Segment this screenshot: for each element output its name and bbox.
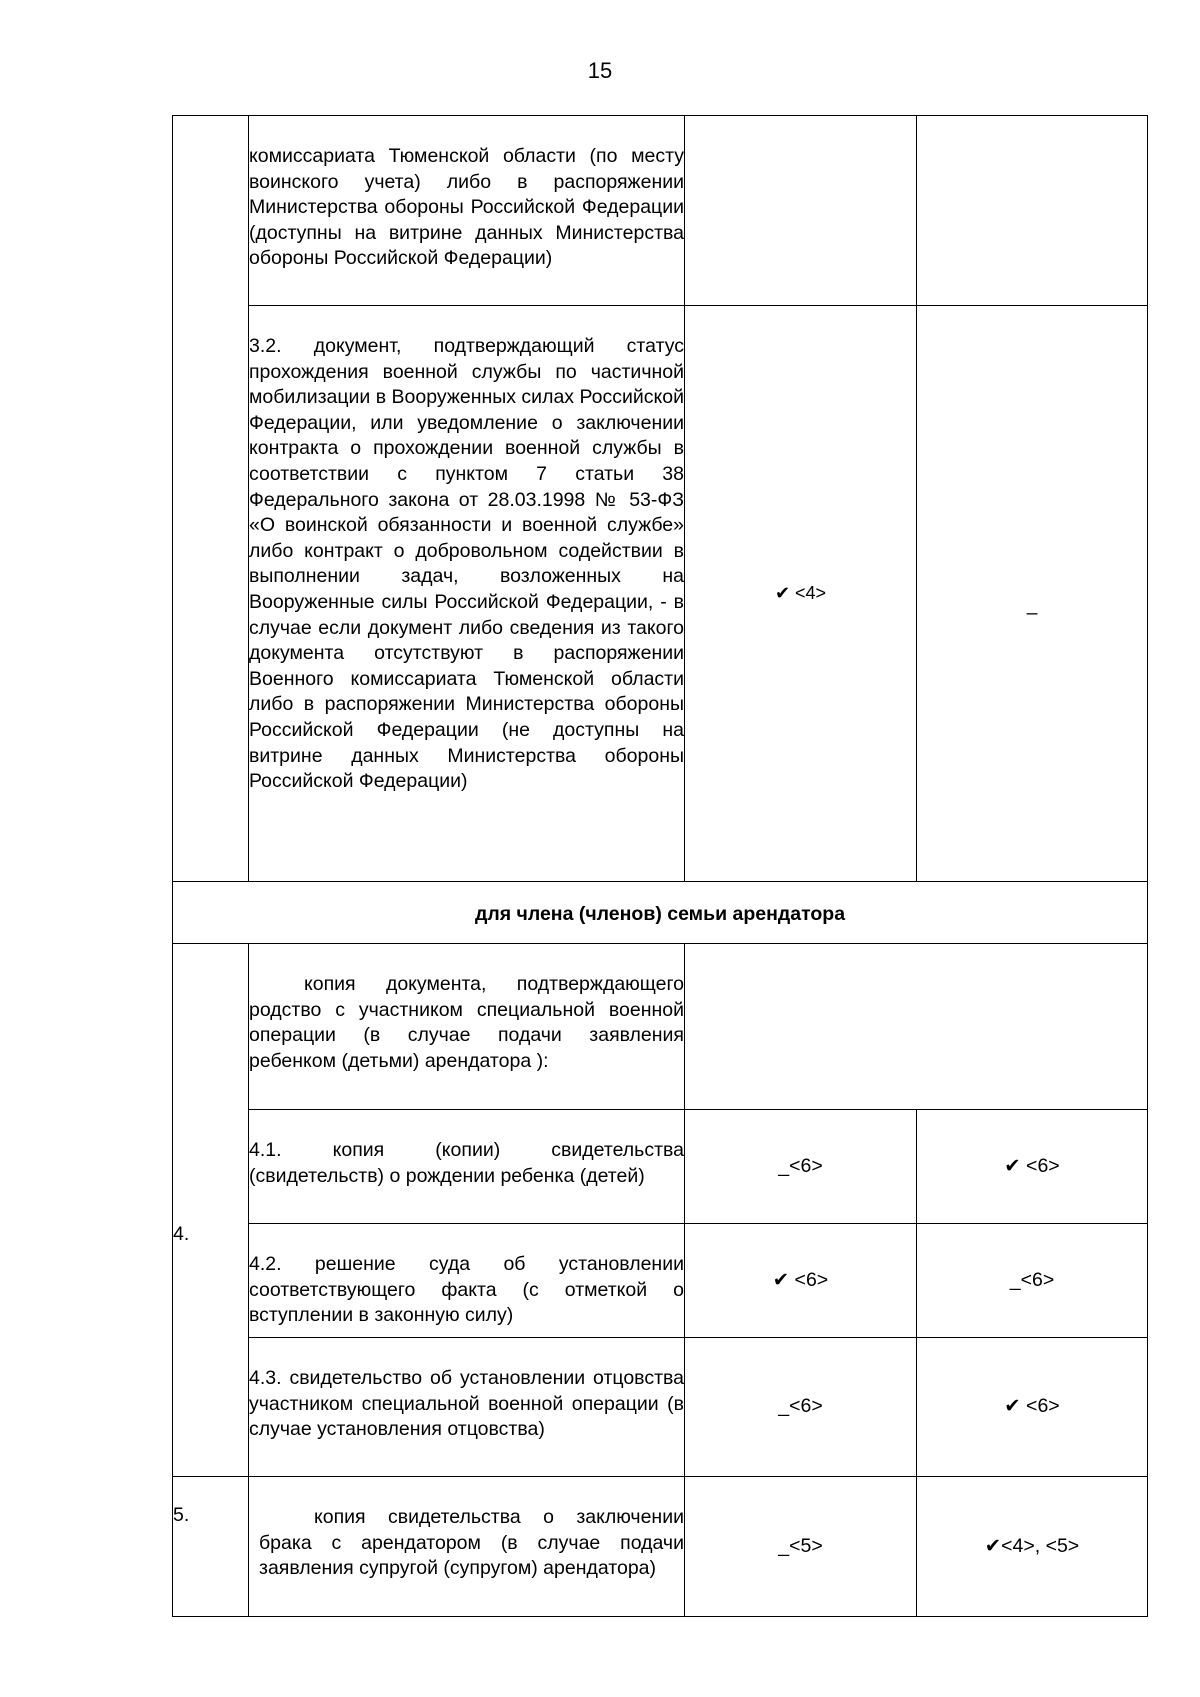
document-description: копия свидетельства о заключении брака с арендатором (в случае подачи заявления супругой (супругом) арендатора)	[249, 1477, 685, 1617]
page-number: 15	[587, 58, 613, 83]
col3-mark: ✔ <4>	[685, 306, 917, 882]
col3-mark: _<5>	[685, 1477, 917, 1617]
row-number-cell	[173, 116, 249, 882]
document-description: 3.2. документ, подтверждающий статус прохождения военной службы по частичной мобилизации в Вооруженных силах Российской Федерации, или уведомление о заключении контракта о прохождении военной службы в соответствии с пунктом 7 статьи 38 Федерального закона от 28.03.1998 № 53-ФЗ «О воинской обязанности и военной службе» либо контракт о добровольном содействии в выполнении задач, возложенных на Вооруженные силы Российской Федерации, - в случае если документ либо сведения из такого документа отсутствуют в распоряжении Военного комиссариата Тюменской области либо в распоряжении Министерства обороны Российской Федерации (не доступны на витрине данных Министерства обороны Российской Федерации)	[249, 306, 685, 882]
col4-mark: _<6>	[917, 1224, 1148, 1338]
table-row	[173, 306, 1148, 882]
table-row	[173, 116, 1148, 306]
row-number: 5.	[173, 1477, 249, 1617]
document-description: комиссариата Тюменской области (по месту воинского учета) либо в распоряжении Министерства обороны Российской Федерации (доступны на витрине данных Министерства обороны Российской Федерации)	[249, 116, 685, 306]
col4-mark: ✔<4>, <5>	[917, 1477, 1148, 1617]
col3-cell	[685, 116, 917, 306]
col4-mark: ✔ <6>	[917, 1338, 1148, 1477]
table-row	[173, 944, 1148, 1110]
col3-mark: ✔ <6>	[685, 1224, 917, 1338]
document-description: 4.2. решение суда об установлении соответствующего факта (с отметкой о вступлении в законную силу)	[249, 1224, 685, 1338]
col4-cell	[917, 116, 1148, 306]
section-header: для члена (членов) семьи арендатора	[173, 882, 1148, 944]
col3-mark: _<6>	[685, 1110, 917, 1224]
col4-mark: ✔ <6>	[917, 1110, 1148, 1224]
document-description: 4.1. копия (копии) свидетельства (свидетельств) о рождении ребенка (детей)	[249, 1110, 685, 1224]
document-table	[172, 115, 1148, 1617]
table-row	[173, 1224, 1148, 1338]
document-description: копия документа, подтверждающего родство с участником специальной военной операции (в случае подачи заявления ребенком (детьми) арендатора ):	[249, 944, 685, 1110]
document-description: 4.3. свидетельство об установлении отцовства участником специальной военной операции (в случае установления отцовства)	[249, 1338, 685, 1477]
col3-mark: _<6>	[685, 1338, 917, 1477]
section-header-row	[173, 882, 1148, 944]
row-number: 4.	[173, 944, 249, 1477]
table-row	[173, 1338, 1148, 1477]
table-row	[173, 1477, 1148, 1617]
table-row	[173, 1110, 1148, 1224]
col4-mark: –	[917, 306, 1148, 882]
empty-cell	[685, 944, 1148, 1110]
